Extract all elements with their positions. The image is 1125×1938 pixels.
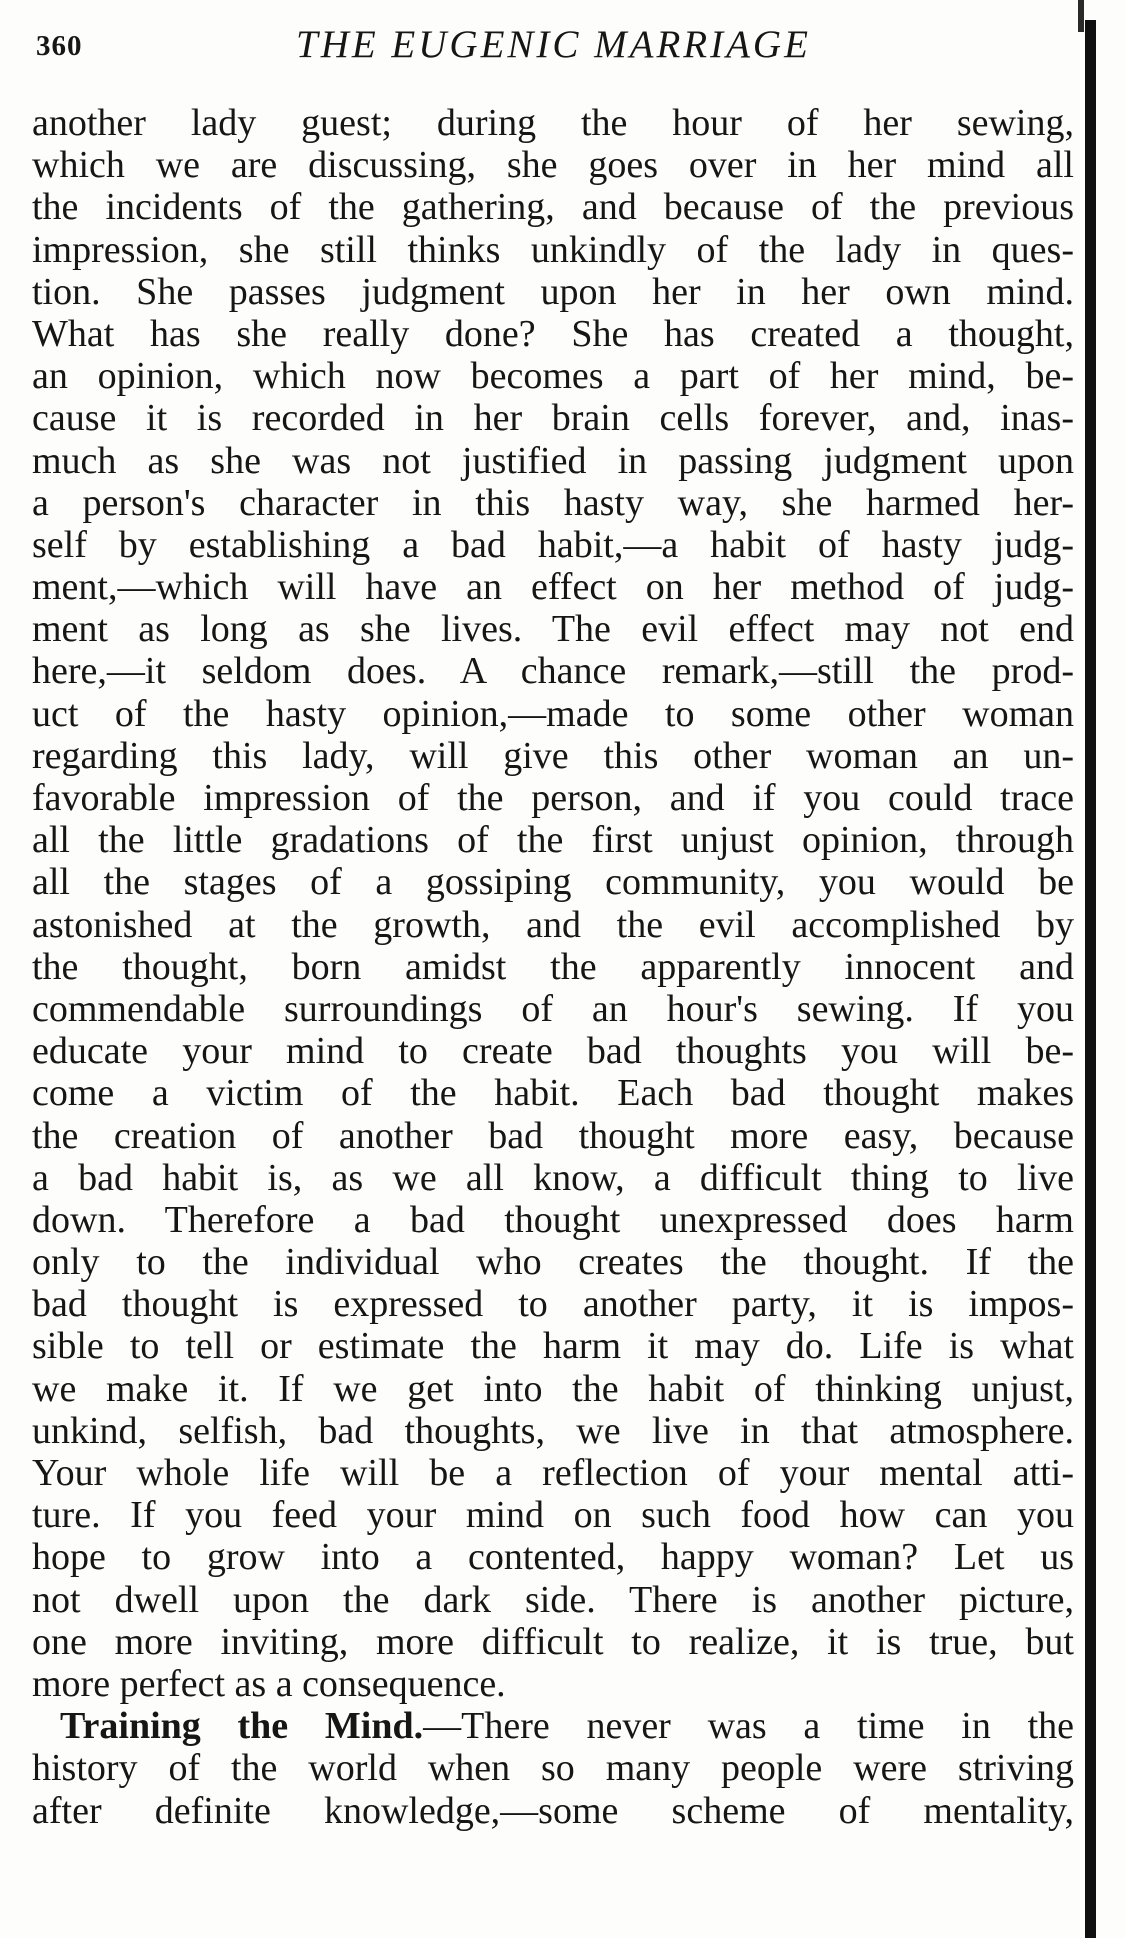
running-head [36,22,1076,72]
text-line: ment as long as she lives. The evil effect may not end [32,608,1074,651]
text-line: we make it. If we get into the habit of thinking unjust, [32,1367,1074,1410]
text-line: favorable impression of the person, and if you could trace [32,777,1074,819]
section-heading-line [32,1705,1074,1747]
text-line: a bad habit is, as we all know, a difficult thing to live [32,1156,1074,1199]
text-line: here,—it seldom does. A chance remark,—still the prod- [32,650,1074,693]
text-line: regarding this lady, will give this other woman an un- [32,734,1074,777]
body-text [32,102,1074,1832]
page-edge-mark [1078,0,1084,32]
text-line: sible to tell or estimate the harm it may do. Life is what [32,1325,1074,1368]
text-line: a person's character in this hasty way, she harmed her- [32,481,1074,524]
text-line: all the stages of a gossiping community, you would be [32,861,1074,904]
text-line: astonished at the growth, and the evil accomplished by [32,903,1074,946]
text-line: ture. If you feed your mind on such food how can you [32,1494,1074,1537]
text-line: which we are discussing, she goes over in her mind all [32,144,1074,187]
text-line: uct of the hasty opinion,—made to some other woman [32,692,1074,735]
text-line: tion. She passes judgment upon her in her own mind. [32,270,1074,313]
text-line: much as she was not justified in passing judgment upon [32,439,1074,482]
section-heading: Training the Mind. [60,1705,424,1748]
page-number: 360 [36,30,83,62]
text-line-continuation: —There never was a time in the [423,1705,1075,1748]
text-line: the creation of another bad thought more easy, because [32,1114,1074,1157]
text-line: more perfect as a consequence. [32,1662,506,1705]
text-line: unkind, selfish, bad thoughts, we live in that atmosphere. [32,1409,1074,1452]
text-line: not dwell upon the dark side. There is another picture, [32,1578,1074,1621]
text-line: history of the world when so many people were striving [32,1747,1074,1790]
text-line: Your whole life will be a reflection of your mental atti- [32,1452,1074,1494]
text-line: hope to grow into a contented, happy woman? Let us [32,1536,1074,1579]
text-line: commendable surroundings of an hour's sewing. If you [32,987,1074,1030]
text-line: impression, she still thinks unkindly of the lady in ques- [32,228,1074,271]
text-line: self by establishing a bad habit,—a habit of hasty judg- [32,523,1074,566]
text-line: the thought, born amidst the apparently innocent and [32,945,1074,988]
text-line: educate your mind to create bad thoughts you will be- [32,1030,1074,1073]
text-line: the incidents of the gathering, and because of the previous [32,186,1074,229]
book-title: THE EUGENIC MARRIAGE [296,23,811,66]
text-line: bad thought is expressed to another party, it is impos- [32,1283,1074,1326]
page-edge-rule [1085,20,1096,1938]
text-line: another lady guest; during the hour of her sewing, [32,102,1074,144]
text-line: cause it is recorded in her brain cells forever, and, inas- [32,397,1074,440]
text-line: only to the individual who creates the thought. If the [32,1241,1074,1284]
text-line: What has she really done? She has created a thought, [32,312,1074,355]
text-line: an opinion, which now becomes a part of her mind, be- [32,355,1074,398]
text-line: ment,—which will have an effect on her method of judg- [32,566,1074,609]
text-line: all the little gradations of the first unjust opinion, through [32,819,1074,862]
text-line: one more inviting, more difficult to realize, it is true, but [32,1620,1074,1663]
text-line: come a victim of the habit. Each bad thought makes [32,1072,1074,1115]
text-line: down. Therefore a bad thought unexpressed does harm [32,1198,1074,1241]
text-line: after definite knowledge,—some scheme of mentality, [32,1789,1074,1832]
